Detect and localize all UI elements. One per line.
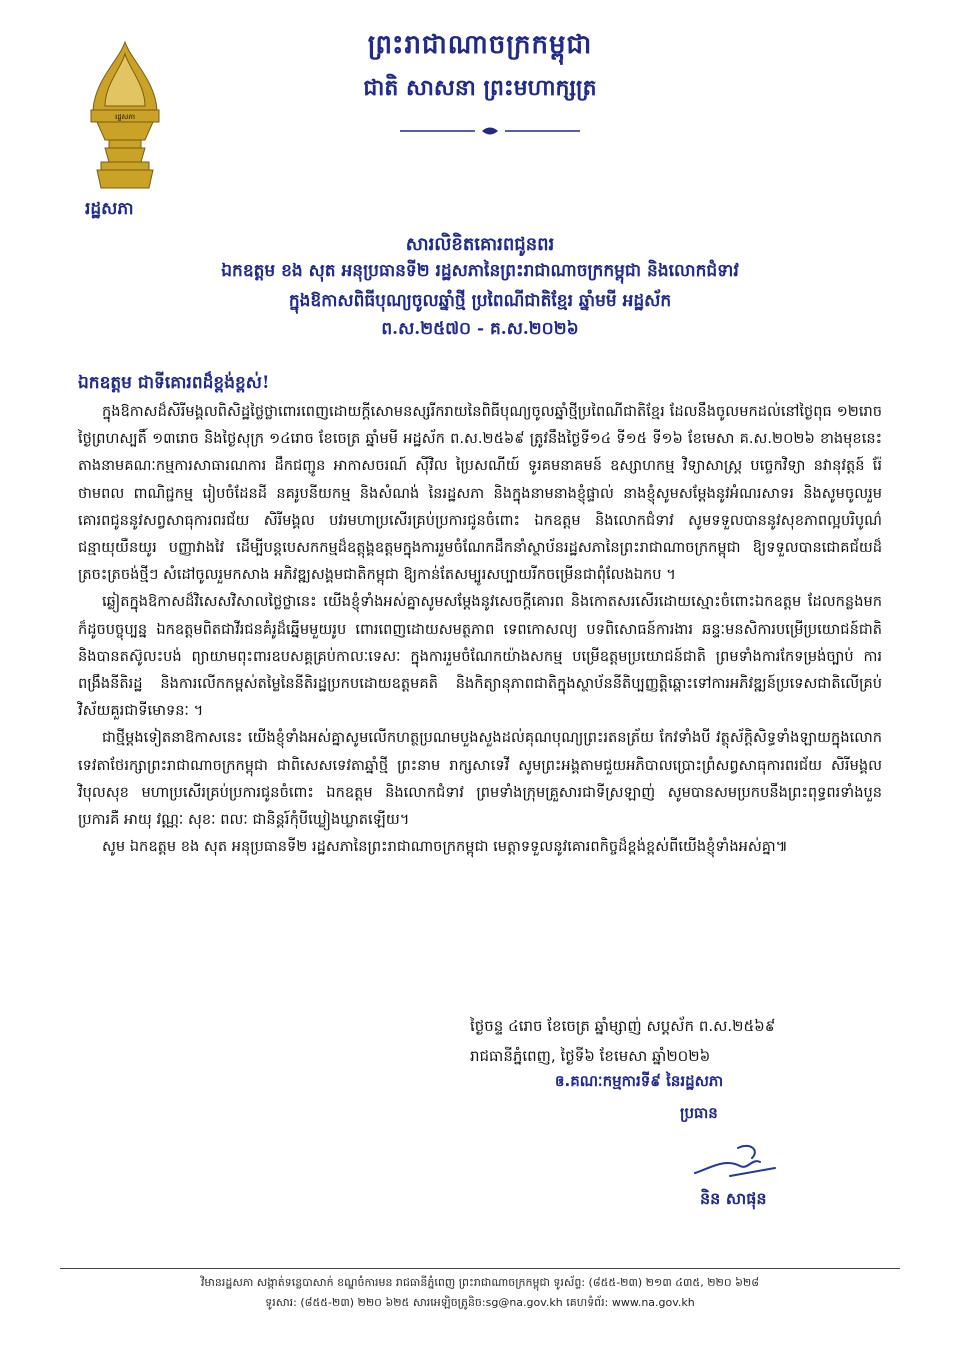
footer-divider xyxy=(60,1268,900,1269)
letter-subtitle-year: ព.ស.២៥៧០ - គ.ស.២០២៦ xyxy=(381,319,579,339)
letter-subtitle-occasion: ក្នុងឱកាសពិធីបុណ្យចូលឆ្នាំថ្មី ប្រពៃណីជាតិខ្មែរ ឆ្នាំមមី អដ្ឋស័ក xyxy=(288,291,672,311)
paragraph-3: ជាថ្មីម្តងទៀតនាឱកាសនេះ យើងខ្ញុំទាំងអស់គ្នាសូមលើកហត្ថប្រណមបួងសួងដល់គុណបុណ្យព្រះរតនត្រ័យ កែវទាំងបី វត្ថុស័ក្តិសិទ្ធទាំងឡាយក្នុងលោក ទេវតាថែរក្សាព្រះរាជាណាចក្រកម្ពុជា ជាពិសេសទេវតាឆ្នាំថ្មី ព្រះនាម រាក្សសាទេវី សូមព្រះអង្គតាមជួយអភិបាលប្រោះព្រំសព្វសាធុការពរជ័យ សិរីមង្គល វិបុលសុខ មហាប្រសើរគ្រប់ប្រការជូនចំពោះ ឯកឧត្តម និងលោកជំទាវ ព្រមទាំងក្រុមគ្រួសារជាទីស្រឡាញ់ សូមបានសមប្រកបនឹងព្រះពុទ្ធពរទាំងបួនប្រការគឺ អាយុ វណ្ណៈ សុខៈ ពលៈ ជានិន្តរ៍កុំបីឃ្លៀងឃ្លាតឡើយ។ xyxy=(78,729,882,829)
footer-address: វិមានរដ្ឋសភា សង្កាត់ទន្លេបាសាក់ ខណ្ឌចំការមន រាជធានីភ្នំពេញ ព្រះរាជាណាចក្រកម្ពុជា ទូរស័ព្ទ: (៨៥៥-២៣) ២១៣ ៤៣៥, ២២០ ៦២៨ xyxy=(200,1276,760,1289)
letter-body xyxy=(78,398,882,860)
ornament-divider xyxy=(390,124,590,138)
handwritten-signature xyxy=(690,1128,780,1188)
signatory-committee: ឲ.គណៈកម្មការទី៩ នៃរដ្ឋសភា xyxy=(555,1072,724,1090)
letter-subtitle-recipient: ឯកឧត្តម ខង សុត អនុប្រធានទី២ រដ្ឋសភានៃព្រះរាជាណាចក្រកម្ពុជា និងលោកជំទាវ xyxy=(221,261,739,281)
lunar-date: ថ្ងៃចន្ទ ៤រោច ខែចេត្រ ឆ្នាំម្សាញ់ សប្តស័ក ព.ស.២៥៦៩ xyxy=(470,1017,776,1035)
national-motto: ជាតិ សាសនា ព្រះមហាក្សត្រ xyxy=(363,75,597,101)
footer-contact: ទូរសារ: (៨៥៥-២៣) ២២០ ៦២៥ សារអេឡិចត្រូនិច:sg@na.gov.kh គេហទំព័រ: www.na.gov.kh xyxy=(265,1296,695,1309)
signatory-role: ប្រធាន xyxy=(680,1104,718,1122)
signatory-name: និន សាផុន xyxy=(700,1189,767,1208)
organization-label: រដ្ឋសភា xyxy=(85,199,134,219)
paragraph-4: សូម ឯកឧត្តម ខង សុត អនុប្រធានទី២ រដ្ឋសភានៃព្រះរាជាណាចក្រកម្ពុជា មេត្តាទទួលនូវគោរពកិច្ចដ៏ខ្ពង់ខ្ពស់ពីយើងខ្ញុំទាំងអស់គ្នា៕ xyxy=(102,838,788,856)
paragraph-1: ក្នុងឱកាសដ៏សិរីមង្គលពិសិដ្ឋថ្លៃថ្លាពោរពេញដោយក្តីសោមនស្សរីករាយនៃពិធីបុណ្យចូលឆ្នាំថ្មីប្រពៃណីជាតិខ្មែរ ដែលនឹងចូលមកដល់នៅថ្ងៃពុធ ១២រោច ថ្ងៃព្រហស្បតិ៍ ១៣រោច និងថ្ងៃសុក្រ ១៤រោច ខែចេត្រ ឆ្នាំមមី អដ្ឋស័ក ព.ស.២៥៦៩ ត្រូវនឹងថ្ងៃទី១៤ ទី១៥ ទី១៦ ខែមេសា គ.ស.២០២៦ ខាងមុខនេះ តាងនាមគណៈកម្មការសាធារណការ ដឹកជញ្ជូន អាកាសចរណ៍ ស៊ីវិល ប្រៃសណីយ៍ ទូរគមនាគមន៍ ឧស្សាហកម្ម វិទ្យាសាស្ត្រ បច្ចេកវិទ្យា នវានុវត្តន៍ រ៉ែ ថាមពល ពាណិជ្ជកម្ម រៀបចំដែនដី នគរូបនីយកម្ម និងសំណង់ នៃរដ្ឋសភា និងក្នុងនាមនាងខ្ញុំផ្ទាល់ នាងខ្ញុំសូមសម្តែងនូវអំណរសាទរ និងសូមចូលរួមគោរពជូននូវសព្វសាធុការពរជ័យ សិរីមង្គល បវរមហាប្រសើរគ្រប់ប្រការជូនចំពោះ ឯកឧត្តម និងលោកជំទាវ សូមទទួលបាននូវសុខភាពល្អបរិបូណ៌ ជន្មាយុយឺនយូរ បញ្ញាវាងវៃ ដើម្បីបន្តបេសកកម្មដ៏ឧត្តុង្គឧត្តមក្នុងការរួមចំណែកដឹកនាំស្ថាប័នរដ្ឋសភានៃព្រះរាជាណាចក្រកម្ពុជា ឱ្យទទួលបានជោគជ័យដ៏ត្រចះត្រចង់ថ្មីៗ សំដៅចូលរួមកសាង អភិវឌ្ឍសង្គមជាតិកម្ពុជា ឱ្យកាន់តែសម្បូរសប្បាយរីកចម្រើនជាពុំលែងឯកប ។ xyxy=(78,403,882,584)
kingdom-title: ព្រះរាជាណាចក្រកម្ពុជា xyxy=(367,30,593,60)
emblem-banner-text: រដ្ឋសភា xyxy=(115,113,135,121)
place-and-date: រាជធានីភ្នំពេញ, ថ្ងៃទី៦ ខែមេសា ឆ្នាំ២០២៦ xyxy=(470,1047,711,1065)
paragraph-2: ឆ្លៀតក្នុងឱកាសដ៏វិសេសវិសាលថ្លៃថ្លានេះ យើងខ្ញុំទាំងអស់គ្នាសូមសម្តែងនូវសេចក្តីគោរព និងកោតសរសើរដោយស្មោះចំពោះឯកឧត្តម ដែលកន្លងមកក៏ដូចបច្ចុប្បន្ន ឯកឧត្តមពិតជាវីរជនគំរូដ៏ឆ្នើមមួយរូប ពោរពេញដោយសមត្ថភាព ទេពកោសល្យ បទពិសោធន៍ការងារ ឆន្ទៈមនសិការបម្រើប្រយោជន៍ជាតិ និងបានតស៊ូលះបង់ ព្យាយាមពុះពារឧបសគ្គគ្រប់កាលៈទេសៈ ក្នុងការរួមចំណែកយ៉ាងសកម្ម បម្រើឧត្តមប្រយោជន៍ជាតិ ព្រមទាំងការកែទម្រង់ច្បាប់ ការពង្រឹងនីតិរដ្ឋ និងការលើកកម្ពស់តម្លៃនៃនីតិរដ្ឋប្រកបដោយឧត្តមគតិ និងកិត្យានុភាពជាតិក្នុងស្ថាប័ននីតិប្បញ្ញត្តិឆ្ពោះទៅការអភិវឌ្ឍន៍ប្រទេសជាតិលើគ្រប់វិស័យគួរជាទីមោទនៈ ។ xyxy=(78,593,882,720)
national-assembly-emblem xyxy=(75,40,175,200)
letter-title: សារលិខិតគោរពជូនពរ xyxy=(405,234,555,255)
salutation: ឯកឧត្តម ជាទីគោរពដ៏ខ្ពង់ខ្ពស់! xyxy=(78,373,270,393)
